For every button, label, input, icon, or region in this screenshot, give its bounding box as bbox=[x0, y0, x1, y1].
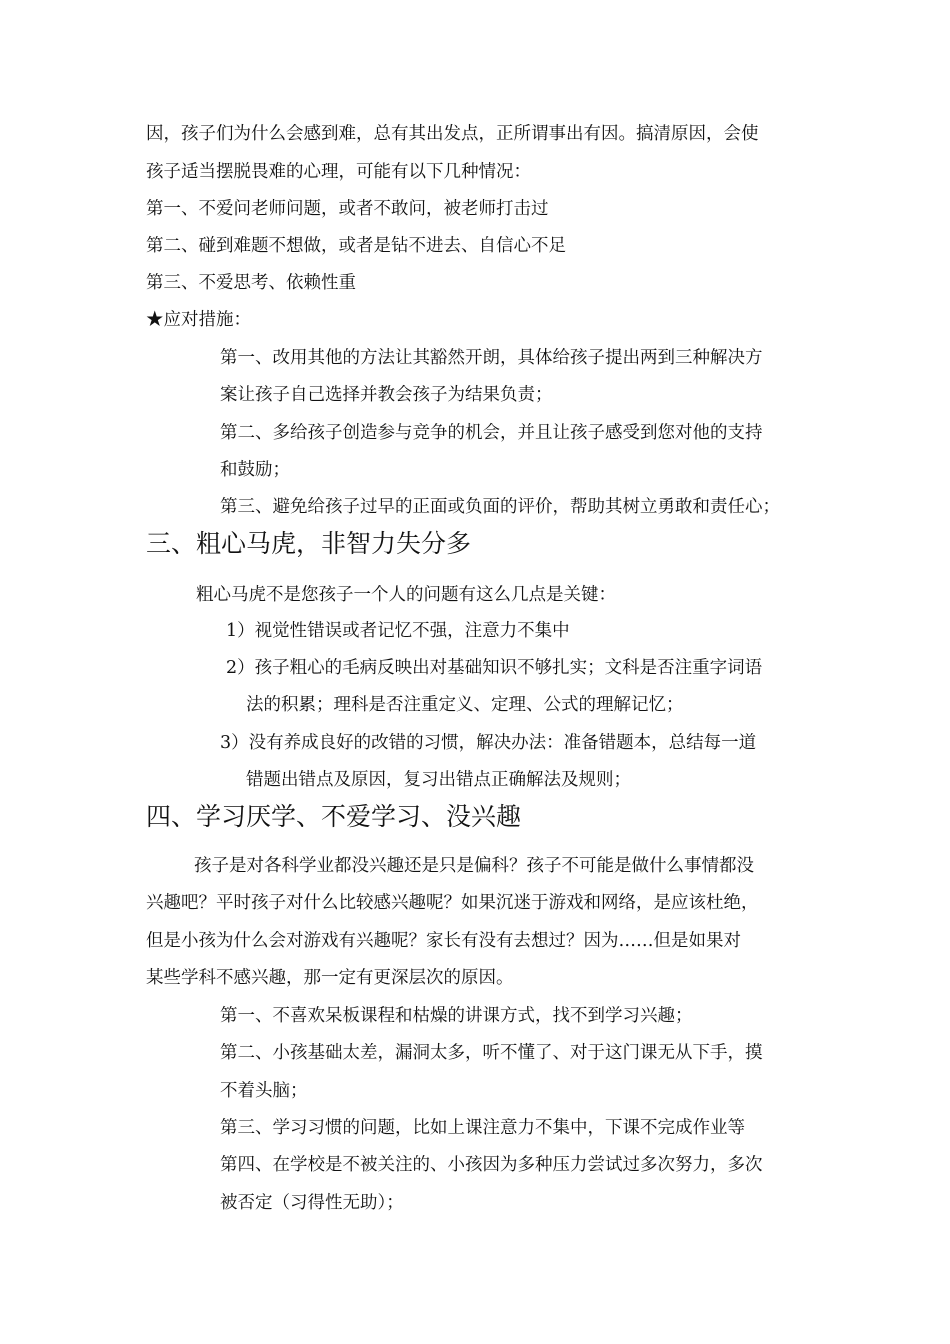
measures-title: ★应对措施： bbox=[146, 310, 251, 330]
reason-item: 第二、小孩基础太差，漏洞太多，听不懂了、对于这门课无从下手，摸 bbox=[220, 1043, 763, 1063]
reason-item: 第一、不爱问老师问题，或者不敢问，被老师打击过 bbox=[146, 199, 549, 219]
reason-item: 被否定（习得性无助）； bbox=[220, 1193, 404, 1213]
reason-item: 第一、不喜欢呆板课程和枯燥的讲课方式，找不到学习兴趣； bbox=[220, 1006, 693, 1026]
paragraph-line: 但是小孩为什么会对游戏有兴趣呢？家长有没有去想过？因为……但是如果对 bbox=[146, 931, 741, 951]
measure-item: 和鼓励； bbox=[220, 460, 290, 480]
measure-item: 第三、避免给孩子过早的正面或负面的评价，帮助其树立勇敢和责任心； bbox=[220, 497, 780, 517]
paragraph-line: 因，孩子们为什么会感到难，总有其出发点，正所谓事出有因。搞清原因，会使 bbox=[146, 124, 759, 144]
measure-item: 第二、多给孩子创造参与竞争的机会，并且让孩子感受到您对他的支持 bbox=[220, 423, 763, 443]
section-intro: 粗心马虎不是您孩子一个人的问题有这么几点是关键： bbox=[196, 585, 616, 605]
paragraph-line: 某些学科不感兴趣，那一定有更深层次的原因。 bbox=[146, 968, 514, 988]
paragraph-line: 孩子是对各科学业都没兴趣还是只是偏科？孩子不可能是做什么事情都没 bbox=[194, 856, 754, 876]
measure-item: 案让孩子自己选择并教会孩子为结果负责； bbox=[220, 385, 553, 405]
reason-item: 第四、在学校是不被关注的、小孩因为多种压力尝试过多次努力，多次 bbox=[220, 1155, 763, 1175]
reason-item: 第三、不爱思考、依赖性重 bbox=[146, 273, 356, 293]
measure-item: 第一、改用其他的方法让其豁然开朗，具体给孩子提出两到三种解决方 bbox=[220, 348, 763, 368]
list-item: 1）视觉性错误或者记忆不强，注意力不集中 bbox=[226, 621, 570, 641]
paragraph-line: 兴趣吧？平时孩子对什么比较感兴趣呢？如果沉迷于游戏和网络，是应该杜绝， bbox=[146, 893, 759, 913]
reason-item: 第三、学习习惯的问题，比如上课注意力不集中，下课不完成作业等 bbox=[220, 1118, 745, 1138]
list-item: 错题出错点及原因，复习出错点正确解法及规则； bbox=[246, 770, 631, 790]
section-heading: 四、学习厌学、不爱学习、没兴趣 bbox=[146, 802, 522, 831]
list-item: 法的积累；理科是否注重定义、定理、公式的理解记忆； bbox=[246, 695, 684, 715]
reason-item: 第二、碰到难题不想做，或者是钻不进去、自信心不足 bbox=[146, 236, 566, 256]
reason-item: 不着头脑； bbox=[220, 1081, 308, 1101]
list-item: 3）没有养成良好的改错的习惯，解决办法：准备错题本，总结每一道 bbox=[220, 733, 757, 753]
paragraph-line: 孩子适当摆脱畏难的心理，可能有以下几种情况： bbox=[146, 162, 531, 182]
section-heading: 三、粗心马虎，非智力失分多 bbox=[146, 529, 472, 558]
list-item: 2）孩子粗心的毛病反映出对基础知识不够扎实；文科是否注重字词语 bbox=[226, 658, 763, 678]
